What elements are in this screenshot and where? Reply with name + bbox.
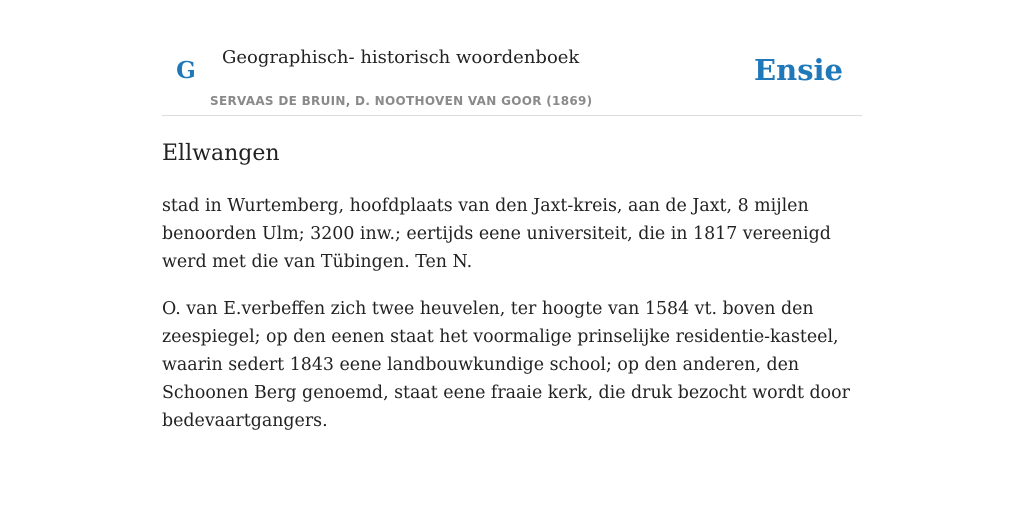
dictionary-badge[interactable]: G (176, 57, 196, 84)
entry-paragraph: stad in Wurtemberg, hoofdplaats van den Jaxt-kreis, aan de Jaxt, 8 mijlen benoorden Ulm; 3200 inw.; eertijds eene universiteit, die in 1817 vereenigd werd met die van Tübingen. Ten N. (162, 196, 831, 272)
ensie-logo[interactable]: Ensie (754, 53, 843, 87)
entry-content (162, 136, 862, 435)
dictionary-header (162, 36, 862, 116)
entry-paragraph: O. van E.verbeffen zich twee heuvelen, ter hoogte van 1584 vt. boven den zeespiegel; op den eenen staat het voormalige prinselijke residentie-kasteel, waarin sedert 1843 eene landbouwkundige school; op den anderen, den Schoonen Berg genoemd, staat eene fraaie kerk, die druk bezocht wordt door bedevaartgangers. (162, 299, 850, 431)
entry-headword: Ellwangen (162, 141, 280, 166)
dictionary-authors: SERVAAS DE BRUIN, D. NOOTHOVEN VAN GOOR (1869) (210, 94, 593, 108)
dictionary-title[interactable]: Geographisch- historisch woordenboek (222, 47, 580, 68)
